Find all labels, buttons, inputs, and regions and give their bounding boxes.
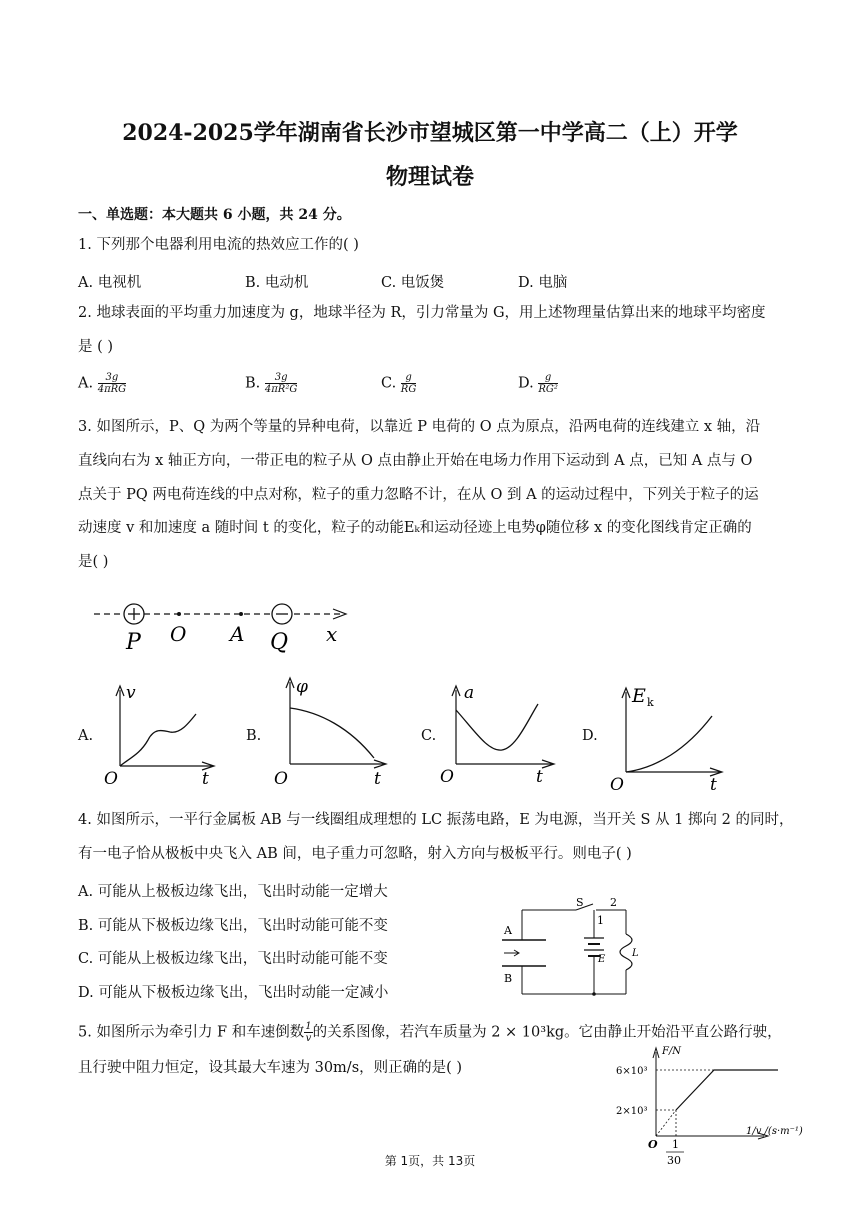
graph-tick-low: 2×10³ (616, 1106, 648, 1117)
circuit-label-a: A (504, 924, 512, 937)
q2-option-a-label: A. (78, 375, 94, 392)
circuit-label-2: 2 (610, 896, 617, 909)
graph-d-y-label: E (632, 685, 646, 707)
q2-option-b-fraction: $\frac{3g}{\text{4πR²G}}$ (264, 372, 298, 395)
page-subtitle: 物理试卷 (385, 164, 474, 190)
graph-c-y-label: a (464, 683, 475, 703)
q5-inverse-v-fraction: $\frac{1}{v}$ (305, 1021, 312, 1044)
q2-option-d-fraction: $\frac{g}{\text{RG²}}$ (538, 372, 558, 395)
q3-option-a-label: A. (78, 728, 94, 744)
q4-option-b: B. 可能从下极板边缘飞出，飞出时动能可能不变 (78, 918, 388, 934)
q1-option-d: D. 电脑 (518, 275, 568, 291)
circuit-label-e: E (598, 954, 606, 965)
graph-x-axis-label: 1/v /(s·m⁻¹) (746, 1126, 803, 1137)
question-2-line-2: 是 ( ) (78, 339, 114, 355)
point-a (239, 612, 243, 616)
q1-option-b: B. 电动机 (245, 275, 309, 291)
graph-a-origin: O (104, 769, 118, 786)
graph-b-origin: O (274, 769, 288, 788)
graph-b-y-label: φ (296, 677, 308, 697)
q2-option-c (381, 372, 416, 395)
graph-x-tick-denominator: 30 (667, 1154, 681, 1167)
graph-a-y-label: v (126, 683, 136, 703)
q2-option-a (78, 372, 126, 395)
q4-option-c: C. 可能从上极板边缘飞出，飞出时动能可能不变 (78, 951, 388, 967)
circuit-label-l: L (632, 948, 639, 959)
point-o (177, 612, 181, 616)
graph-d-origin: O (610, 775, 624, 792)
q1-option-c: C. 电饭煲 (381, 275, 445, 291)
label-p: P (126, 630, 141, 655)
charge-axis-diagram (90, 596, 360, 656)
question-3-line-2: 直线向右为 x 轴正方向，一带正电的粒子从 O 点由静止开始在电场力作用下运动到 A 点，已知 A 点与 O (78, 453, 753, 469)
question-1-stem: 1. 下列那个电器利用电流的热效应工作的( ) (78, 237, 359, 253)
label-a: A (230, 622, 245, 646)
circuit-label-s: S (576, 896, 584, 909)
q2-option-b-label: B. (245, 375, 261, 392)
q1-option-a: A. 电视机 (78, 275, 142, 291)
q2-option-d-label: D. (518, 375, 534, 392)
graph-tick-high: 6×10³ (616, 1066, 648, 1077)
question-4-line-1: 4. 如图所示，一平行金属板 AB 与一线圈组成理想的 LC 振荡电路，E 为电源，当开关 S 从 1 掷向 2 的同时， (78, 812, 794, 828)
circuit-label-1: 1 (597, 914, 604, 927)
q2-option-b (245, 372, 297, 395)
q3-option-c-label: C. (421, 728, 437, 744)
q5-line-1-end: 的关系图像，若汽车质量为 2 × 10³kg。它由静止开始沿平直公路行驶， (312, 1024, 782, 1041)
q3-option-b-label: B. (246, 728, 262, 744)
q2-option-c-label: C. (381, 375, 397, 392)
graph-c-acceleration-time (438, 680, 562, 786)
graph-origin: O (648, 1138, 658, 1151)
graph-d-y-subscript: k (647, 696, 654, 709)
label-q: Q (270, 630, 289, 655)
circuit-label-b: B (504, 972, 513, 985)
graph-c-x-label: t (536, 767, 543, 786)
question-3-line-4: 动速度 v 和加速度 a 随时间 t 的变化，粒子的动能Eₖ和运动径迹上电势φ随位移 x 的变化图线肯定正确的 (78, 520, 752, 536)
graph-y-axis-label: F/N (662, 1046, 682, 1057)
graph-b-potential-time (270, 672, 394, 788)
q2-option-a-fraction: $\frac{3g}{\text{4πRG}}$ (97, 372, 127, 395)
question-3-line-3: 点关于 PQ 两电荷连线的中点对称，粒子的重力忽略不计，在从 O 到 A 的运动过程中，下列关于粒子的运 (78, 487, 759, 503)
graph-a-velocity-time (100, 680, 220, 786)
question-4-line-2: 有一电子恰从极板中央飞入 AB 间，电子重力可忽略，射入方向与极板平行。则电子( ) (78, 846, 632, 862)
graph-b-x-label: t (374, 769, 381, 788)
q4-option-a: A. 可能从上极板边缘飞出，飞出时动能一定增大 (78, 884, 388, 900)
question-3-line-5: 是( ) (78, 554, 109, 570)
inductor (620, 934, 632, 970)
graph-d-x-label: t (710, 775, 717, 792)
graph-a-x-label: t (202, 769, 209, 786)
page-footer: 第 1页，共 13页 (384, 1154, 476, 1168)
q5-line-1-start: 5. 如图所示为牵引力 F 和车速倒数 (78, 1024, 305, 1041)
section-heading: 一、单选题：本大题共 6 小题，共 24 分。 (78, 207, 351, 223)
page-title: 2024-2025学年湖南省长沙市望城区第一中学高二（上）开学 (122, 120, 738, 146)
graph-d-kinetic-energy (606, 680, 730, 792)
graph-c-origin: O (440, 767, 454, 786)
force-curve (676, 1070, 778, 1110)
lc-circuit-diagram (498, 894, 646, 1002)
question-2-line-1: 2. 地球表面的平均重力加速度为 g，地球半径为 R，引力常量为 G，用上述物理量估算出来的地球平均密度 (78, 305, 766, 321)
label-x: x (326, 622, 338, 646)
q2-option-d (518, 372, 558, 395)
question-5-line-2: 且行驶中阻力恒定，设其最大车速为 30m/s，则正确的是( ) (78, 1060, 463, 1076)
force-inverse-velocity-graph (612, 1040, 816, 1170)
label-o: O (170, 622, 187, 646)
q3-option-d-label: D. (582, 728, 598, 744)
graph-x-tick-numerator: 1 (672, 1138, 679, 1151)
q4-option-d: D. 可能从下极板边缘飞出，飞出时动能一定减小 (78, 985, 389, 1001)
q2-option-c-fraction: $\frac{g}{RG}$ (400, 372, 417, 395)
question-3-line-1: 3. 如图所示，P、Q 为两个等量的异种电荷，以靠近 P 电荷的 O 点为原点，沿两电荷的连线建立 x 轴，沿 (78, 419, 761, 435)
